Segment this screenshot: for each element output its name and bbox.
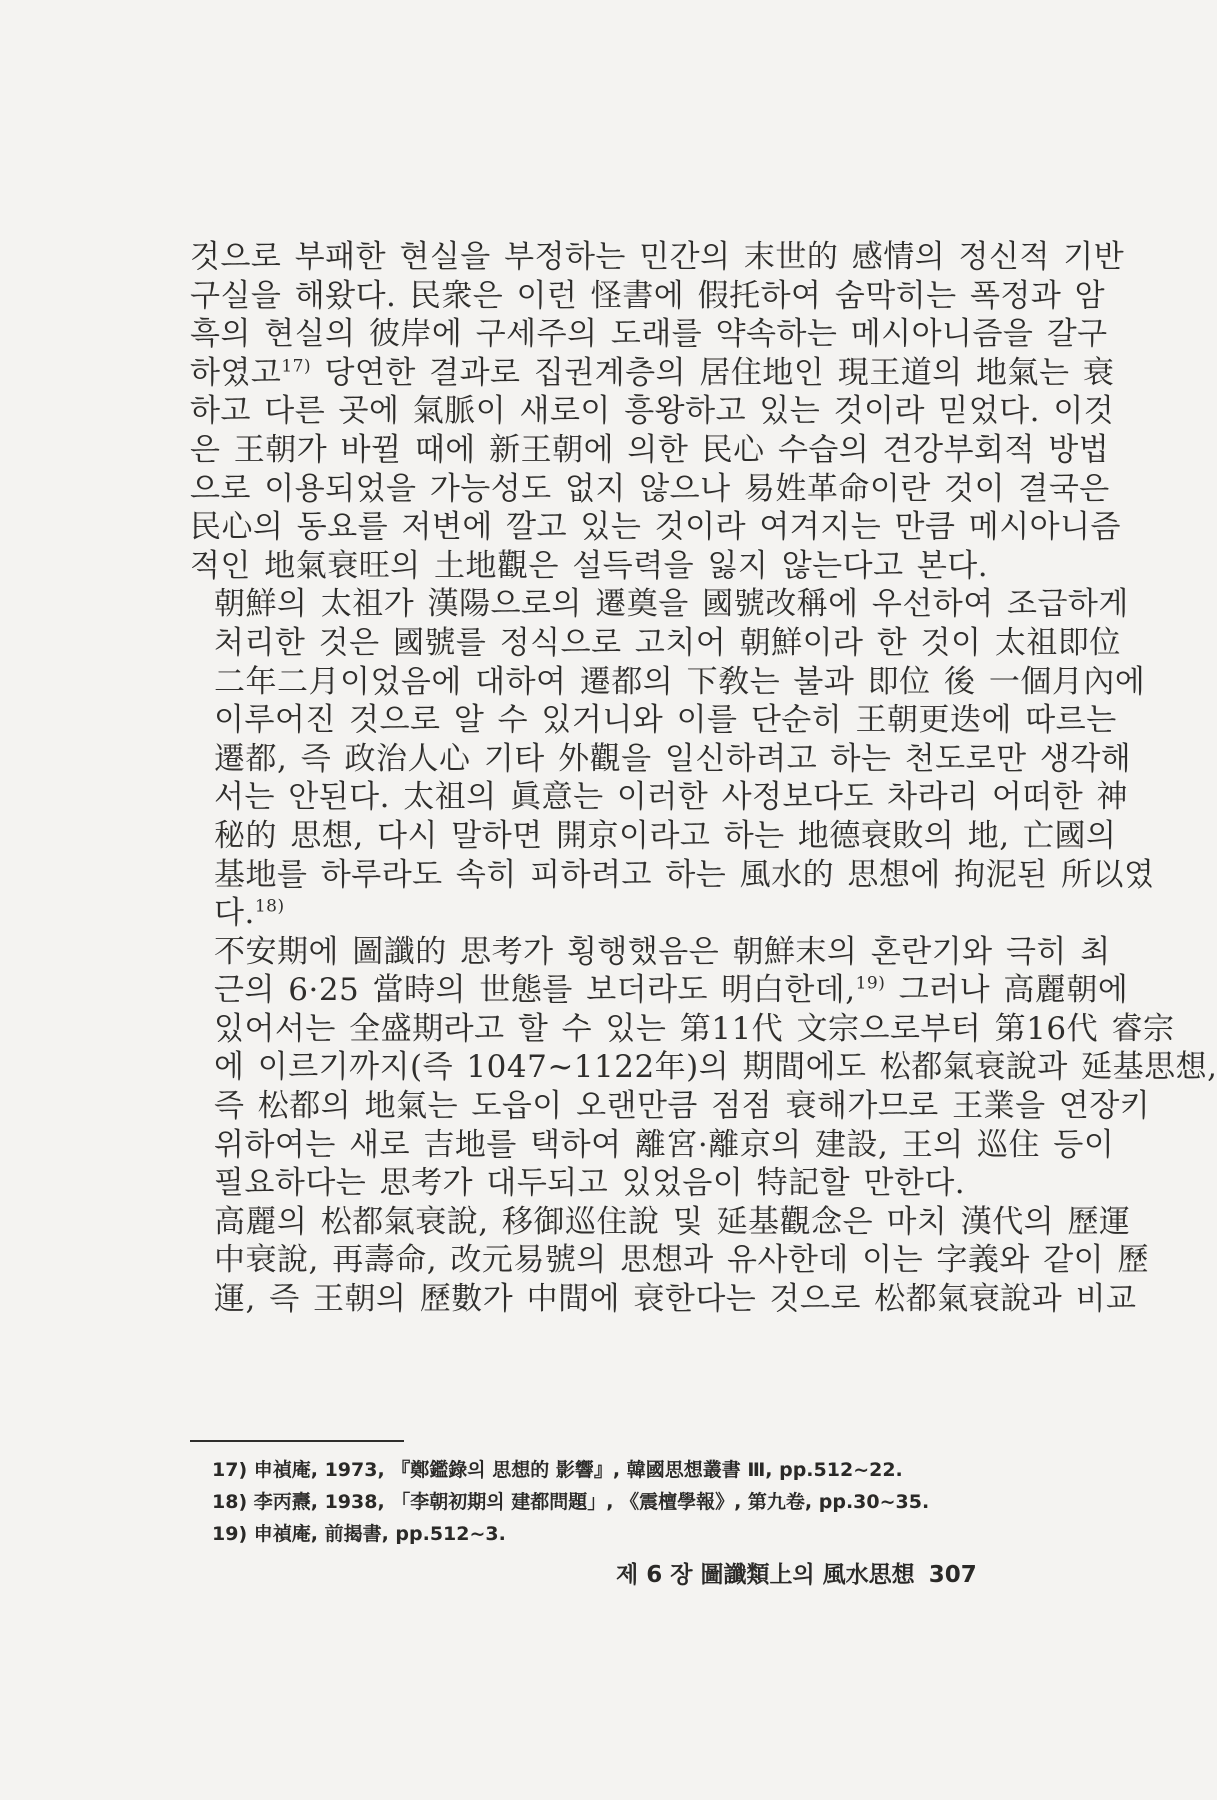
chapter-title: 제 6 장 圖讖類上의 風水思想 bbox=[616, 1562, 915, 1588]
footnote-divider bbox=[190, 1440, 404, 1442]
text-line: 基地를 하루라도 속히 피하려고 하는 風水的 思想에 拘泥된 所以였 bbox=[214, 856, 1155, 893]
text-line: 처리한 것은 國號를 정식으로 고치어 朝鮮이라 한 것이 太祖即位 bbox=[214, 624, 1121, 661]
text-line: 不安期에 圖讖的 思考가 횡행했음은 朝鮮末의 혼란기와 극히 최 bbox=[214, 933, 1111, 970]
footnote-19: 19) 申禎庵, 前揭書, pp.512~3. bbox=[212, 1523, 506, 1545]
page-number: 307 bbox=[928, 1562, 977, 1588]
text-segment: 당연한 결과로 집권계층의 居住地인 現王道의 地氣는 衰 bbox=[311, 354, 1115, 391]
text-line: 民心의 동요를 저변에 깔고 있는 것이라 여겨지는 만큼 메시아니즘 bbox=[190, 509, 1121, 546]
footnote-ref-17[interactable]: 17) bbox=[281, 356, 312, 377]
text-line bbox=[190, 971, 1129, 1010]
text-line: 것으로 부패한 현실을 부정하는 민간의 末世的 感情의 정신적 기반 bbox=[190, 239, 1125, 275]
text-line: 에 이르기까지(즉 1047~1122年)의 期間에도 松都氣衰說과 延基思想, bbox=[214, 1049, 1217, 1086]
text-line: 적인 地氣衰旺의 土地觀은 설득력을 잃지 않는다고 본다. bbox=[190, 547, 989, 584]
body-text bbox=[190, 238, 1217, 1319]
text-line: 遷都, 즉 政治人心 기타 外觀을 일신하려고 하는 천도로만 생각해 bbox=[214, 740, 1132, 777]
text-line bbox=[190, 354, 1115, 393]
paragraph-2 bbox=[190, 585, 1155, 932]
footnote-18: 18) 李丙燾, 1938, 「李朝初期의 建都問題」, 《震檀學報》, 第九卷, pp.30~35. bbox=[212, 1491, 930, 1513]
text-line: 있어서는 全盛期라고 할 수 있는 第11代 文宗으로부터 第16代 睿宗 bbox=[214, 1010, 1175, 1047]
text-line: 하고 다른 곳에 氣脈이 새로이 흥왕하고 있는 것이라 믿었다. 이것 bbox=[190, 393, 1115, 430]
text-line: 秘的 思想, 다시 말하면 開京이라고 하는 地德衰敗의 地, 亡國의 bbox=[214, 817, 1117, 854]
text-line: 서는 안된다. 太祖의 眞意는 이러한 사정보다도 차라리 어떠한 神 bbox=[214, 779, 1129, 816]
paragraph-1 bbox=[190, 238, 1125, 585]
text-line: 高麗의 松都氣衰說, 移御巡住說 및 延基觀念은 마치 漢代의 歷運 bbox=[214, 1203, 1131, 1240]
text-line: 朝鮮의 太祖가 漢陽으로의 遷奠을 國號改稱에 우선하여 조급하게 bbox=[214, 586, 1129, 623]
text-line bbox=[190, 894, 1024, 933]
text-line: 즉 松都의 地氣는 도읍이 오랜만큼 점점 衰해가므로 王業을 연장키 bbox=[214, 1088, 1151, 1125]
text-line: 中衰說, 再壽命, 改元易號의 思想과 유사한데 이는 字義와 같이 歷 bbox=[214, 1242, 1149, 1279]
text-segment: 다. bbox=[214, 895, 255, 932]
footnotes bbox=[212, 1454, 1012, 1550]
footnote-ref-19[interactable]: 19) bbox=[855, 973, 886, 994]
running-footer bbox=[616, 1556, 1016, 1589]
text-line: 구실을 해왔다. 民衆은 이런 怪書에 假托하여 숨막히는 폭정과 암 bbox=[190, 277, 1106, 314]
text-segment: 그러나 高麗朝에 bbox=[885, 972, 1129, 1009]
text-segment: 하였고 bbox=[190, 354, 282, 391]
text-segment: 근의 6·25 當時의 世態를 보더라도 明白한데, bbox=[214, 972, 856, 1009]
text-line: 은 王朝가 바뀔 때에 新王朝에 의한 民心 수습의 견강부회적 방법 bbox=[190, 431, 1110, 468]
text-line: 필요하다는 思考가 대두되고 있었음이 特記할 만한다. bbox=[214, 1165, 966, 1202]
footnote-ref-18[interactable]: 18) bbox=[254, 896, 285, 917]
text-line: 이루어진 것으로 알 수 있거니와 이를 단순히 王朝更迭에 따르는 bbox=[214, 702, 1117, 739]
footnote-17: 17) 申禎庵, 1973, 『鄭鑑錄의 思想的 影響』, 韓國思想叢書 Ⅲ, pp.512~22. bbox=[212, 1459, 903, 1481]
text-line: 으로 이용되었을 가능성도 없지 않으나 易姓革命이란 것이 결국은 bbox=[190, 470, 1110, 507]
paragraph-3 bbox=[190, 933, 1217, 1203]
text-line: 二年二月이었음에 대하여 遷都의 下敎는 불과 即位 後 一個月內에 bbox=[214, 663, 1146, 700]
text-line: 흑의 현실의 彼岸에 구세주의 도래를 약속하는 메시아니즘을 갈구 bbox=[190, 316, 1108, 353]
paragraph-4 bbox=[190, 1203, 1149, 1319]
text-line: 運, 즉 王朝의 歷數가 中間에 衰한다는 것으로 松都氣衰說과 비교 bbox=[214, 1281, 1137, 1318]
text-line: 위하여는 새로 吉地를 택하여 離宮·離京의 建設, 王의 巡住 등이 bbox=[214, 1126, 1115, 1163]
